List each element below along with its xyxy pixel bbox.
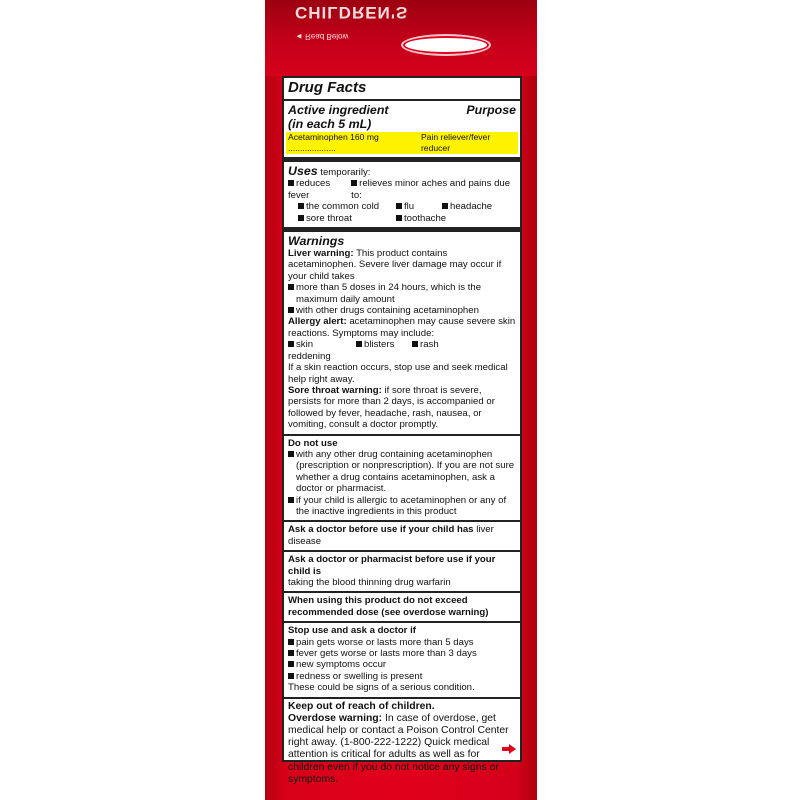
bullet-square-icon (396, 215, 402, 221)
ingredient-purpose: Pain reliever/fever reducer (420, 132, 491, 153)
sore-throat-label: Sore throat warning: (288, 384, 382, 396)
bullet-square-icon (298, 215, 304, 221)
active-ingredient-section (284, 99, 520, 157)
allergy-alert-label: Allergy alert: (288, 316, 347, 328)
liver-item-2: with other drugs containing acetaminophen (296, 305, 479, 317)
active-ingredient-subheading: (in each 5 mL) (288, 117, 372, 131)
stop-use-after: These could be signs of a serious condition. (288, 682, 475, 694)
ask-pharmacist-label: Ask a doctor or pharmacist before use if your child is (288, 554, 496, 577)
active-ingredient-heading: Active ingredient (288, 103, 389, 117)
ask-doctor-text: liver disease (288, 524, 494, 547)
allergy-after-text: If a skin reaction occurs, stop use and seek medical help right away. (288, 362, 508, 385)
do-not-use-section (284, 434, 520, 521)
drug-facts-panel (282, 76, 522, 785)
warnings-heading: Warnings (288, 234, 345, 249)
stop-use-section (284, 621, 520, 696)
allergy-item-1: skin reddening (288, 339, 331, 362)
bullet-square-icon (288, 180, 294, 186)
uses-sub-1: the common cold (306, 201, 380, 213)
bullet-square-icon (288, 650, 294, 656)
box-top-flap (265, 0, 537, 76)
liver-warning-text: This product contains acetaminophen. Severe liver damage may occur if your child takes (288, 248, 502, 282)
uses-sub-5: toothache (404, 212, 447, 224)
stop-use-item-4: redness or swelling is present (296, 670, 423, 682)
ask-doctor-section (284, 520, 520, 550)
warnings-section (284, 227, 520, 434)
uses-sub-2: flu (404, 201, 415, 213)
arrow-right-icon (502, 744, 516, 754)
do-not-use-heading: Do not use (288, 437, 338, 449)
bullet-square-icon (288, 284, 294, 290)
when-using-section (284, 591, 520, 621)
stop-use-item-1: pain gets worse or lasts more than 5 days (296, 636, 474, 648)
allergy-alert-text: acetaminophen may cause severe skin reactions. Symptoms may include: (288, 316, 516, 339)
ask-pharmacist-section (284, 550, 520, 591)
stop-use-heading: Stop use and ask a doctor if (288, 625, 416, 637)
allergy-item-2: blisters (364, 339, 395, 351)
liver-warning-label: Liver warning: (288, 248, 354, 260)
uses-lead: temporarily: (320, 167, 371, 178)
sore-throat-text: if sore throat is severe, persists for more than 2 days, is accompanied or followed by fever, headache, rash, nausea, or vomiting, consult a doctor promptly. (288, 384, 495, 431)
uses-section (284, 157, 520, 227)
do-not-use-item-2: if your child is allergic to acetaminophen or any of the inactive ingredients in this product (296, 494, 507, 517)
uses-sub-4: sore throat (306, 212, 352, 224)
bullet-square-icon (442, 203, 448, 209)
bullet-square-icon (396, 203, 402, 209)
stop-use-item-2: fever gets worse or lasts more than 3 days (296, 648, 477, 660)
bullet-square-icon (298, 203, 304, 209)
stop-use-item-3: new symptoms occur (296, 659, 387, 671)
drug-facts-header (284, 78, 520, 99)
bullet-square-icon (351, 180, 357, 186)
bullet-square-icon (356, 341, 362, 347)
bullet-square-icon (412, 341, 418, 347)
uses-item-2: relieves minor aches and pains due to: (351, 178, 511, 201)
ask-pharmacist-text: taking the blood thinning drug warfarin (288, 577, 451, 588)
drug-facts-title: Drug Facts (288, 79, 367, 96)
bullet-square-icon (288, 451, 294, 457)
ingredient-row (286, 132, 518, 154)
ingredient-name: Acetaminophen 160 mg (288, 132, 379, 142)
liver-item-1: more than 5 doses in 24 hours, which is the maximum daily amount (296, 282, 482, 305)
do-not-use-item-1: with any other drug containing acetaminophen (prescription or nonprescription). If you are not sure whether a drug contains acetaminophen, ask a doctor or pharmacist. (296, 448, 515, 495)
keep-out-section (284, 697, 520, 789)
purpose-heading: Purpose (466, 103, 516, 117)
uses-sub-3: headache (450, 201, 493, 213)
keep-out-heading: Keep out of reach of children. (288, 700, 435, 712)
brand-logo-oval (401, 34, 491, 56)
ingredient-dots: .................... (288, 143, 336, 153)
overdose-label: Overdose warning: (288, 712, 383, 724)
bullet-square-icon (288, 661, 294, 667)
uses-heading: Uses (288, 164, 318, 178)
overdose-text: In case of overdose, get medical help or contact a Poison Control Center right away. (1-800-222-1222) Quick medical attention is critical for adults as well as for children even if you do not notice any signs or symptoms. (288, 712, 509, 785)
ask-doctor-label: Ask a doctor before use if your child has (288, 524, 474, 536)
when-using-label: When using this product (288, 595, 401, 607)
flap-mirrored-small: ◄ Read Below (295, 32, 349, 41)
bullet-square-icon (288, 497, 294, 503)
bullet-square-icon (288, 639, 294, 645)
uses-item-1: reduces fever (288, 178, 331, 201)
allergy-item-3: rash (420, 339, 439, 351)
when-using-text: do not exceed recommended dose (see overdose warning) (288, 595, 489, 618)
flap-mirrored-title: CHILDREN'S (295, 3, 409, 22)
bullet-square-icon (288, 307, 294, 313)
bullet-square-icon (288, 341, 294, 347)
bullet-square-icon (288, 673, 294, 679)
